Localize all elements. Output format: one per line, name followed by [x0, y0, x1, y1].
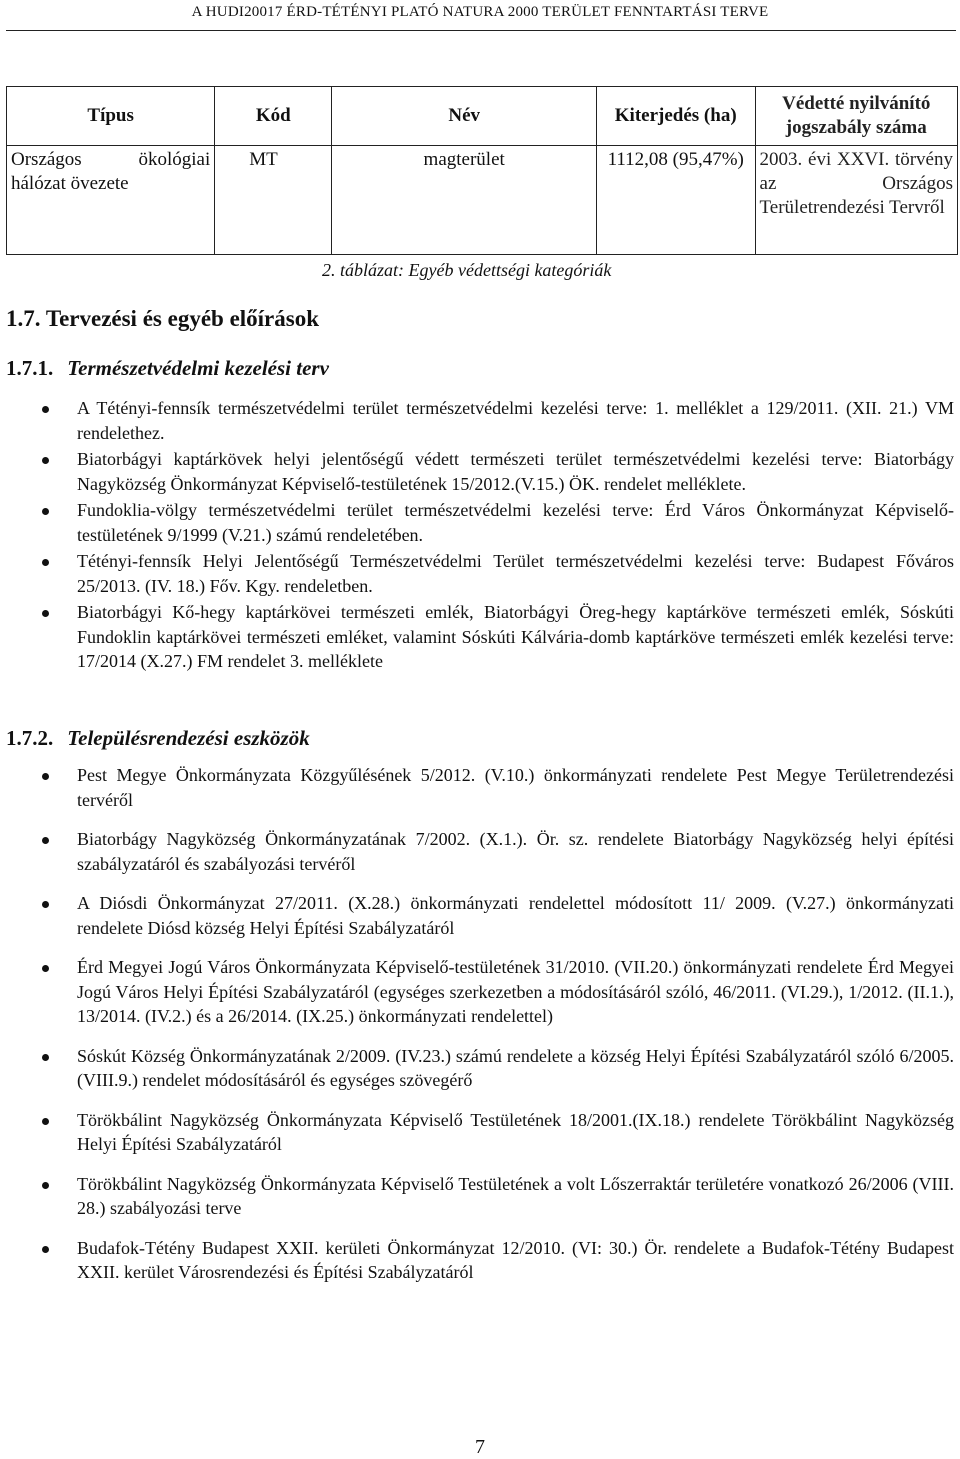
col-header-nev: Név: [332, 87, 597, 146]
section-heading: 1.7. Tervezési és egyéb előírások: [6, 306, 320, 331]
bullet-icon: [42, 1246, 49, 1253]
col-header-tipus: Típus: [7, 87, 215, 146]
list-item: [6, 498, 954, 547]
header-rule: [6, 30, 956, 31]
list-item: [6, 955, 954, 1029]
bullet-icon: [42, 773, 49, 780]
list-item-text: Biatorbágyi kaptárkövek helyi jelentőségű védett természeti terület természetvédelmi kezelési terve: Biatorbágy Nagyközség Önkormányzat Képviselő-testületének 15/2012.(V.15.) ÖK. rendelet melléklete.: [77, 449, 954, 494]
list-item-text: Fundoklia-völgy természetvédelmi terület természetvédelmi kezelési terve: Érd Város Önkormányzat Képviselő-testületének 9/1999 (V.21.) számú rendeletében.: [77, 500, 954, 545]
management-plan-list: [6, 396, 954, 676]
list-item-text: A Tétényi-fennsík természetvédelmi terület természetvédelmi kezelési terve: 1. melléklet a 129/2011. (XII. 21.) VM rendelethez.: [77, 398, 954, 443]
running-header: A HUDI20017 ÉRD-TÉTÉNYI PLATÓ NATURA 2000 TERÜLET FENNTARTÁSI TERVE: [191, 4, 769, 20]
list-item: [6, 549, 954, 598]
list-item-text: Érd Megyei Jogú Város Önkormányzata Képviselő-testületének 31/2010. (VII.20.) önkormányzati rendelete Érd Megyei Jogú Város Helyi Építési Szabályzatáról (egységes szerkezetben a módosításáról szóló, 46/2011. (VI.29.), 1/2012. (II.1.), 13/2014. (IV.2.) és a 26/2014. (IX.25.) önkormányzati rendelettel): [77, 957, 954, 1026]
list-item: [6, 1108, 954, 1157]
subsection-number: 1.7.1.: [6, 356, 54, 380]
list-item: [6, 827, 954, 876]
table-row: [7, 146, 958, 255]
protection-table: [6, 86, 958, 255]
cell-kod: MT: [215, 146, 332, 255]
list-item: [6, 763, 954, 812]
table-caption: 2. táblázat: Egyéb védettségi kategóriák: [322, 260, 612, 280]
list-item-text: Törökbálint Nagyközség Önkormányzata Képviselő Testületének a volt Lőszerraktár területére vonatkozó 26/2006 (VIII. 28.) szabályozási terve: [77, 1173, 954, 1218]
bullet-icon: [42, 406, 49, 413]
bullet-icon: [42, 1182, 49, 1189]
bullet-icon: [42, 559, 49, 566]
table-header-row: [7, 87, 958, 146]
page-number: 7: [475, 1436, 485, 1458]
list-item: [6, 600, 954, 674]
cell-nev: magterület: [332, 146, 597, 255]
col-header-kod: Kód: [215, 87, 332, 146]
bullet-icon: [42, 837, 49, 844]
list-item-text: Tétényi-fennsík Helyi Jelentőségű Természetvédelmi Terület természetvédelmi kezelési terve: Budapest Főváros 25/2013. (IV. 18.) Főv. Kgy. rendeletben.: [77, 551, 954, 596]
bullet-icon: [42, 901, 49, 908]
cell-jogszabaly: 2003. évi XXVI. törvény az Országos Területrendezési Tervről: [755, 146, 957, 255]
planning-instruments-list: [6, 763, 954, 1300]
list-item: [6, 1172, 954, 1221]
subsection-heading-2: [6, 726, 310, 751]
list-item-text: Biatorbágy Nagyközség Önkormányzatának 7/2002. (X.1.). Ör. sz. rendelete Biatorbágy Nagyközség helyi építési szabályzatáról és szabályozási tervéről: [77, 829, 954, 874]
list-item: [6, 1236, 954, 1285]
col-header-kiterjedes: Kiterjedés (ha): [596, 87, 755, 146]
subsection-title: Természetvédelmi kezelési terv: [67, 356, 329, 380]
list-item: [6, 447, 954, 496]
list-item-text: Sóskút Község Önkormányzatának 2/2009. (IV.23.) számú rendelete a község Helyi Építési Szabályzatáról szóló 6/2005.(VIII.9.) rendelet módosításáról és egységes szövegérő: [77, 1045, 954, 1090]
list-item-text: Törökbálint Nagyközség Önkormányzata Képviselő Testületének 18/2001.(IX.18.) rendelete Törökbálint Nagyközség Helyi Építési Szabályzatáról: [77, 1109, 954, 1154]
bullet-icon: [42, 965, 49, 972]
cell-kiterjedes: 1112,08 (95,47%): [596, 146, 755, 255]
list-item-text: Biatorbágyi Kő-hegy kaptárkövei természeti emlék, Biatorbágyi Öreg-hegy kaptárköve természeti emlék, Sóskúti Fundoklin kaptárkövei természeti emléket, valamint Sóskúti Kálvária-domb kaptárköve természeti emlék kezelési terve: 17/2014 (X.27.) FM rendelet 3. melléklete: [77, 602, 954, 671]
bullet-icon: [42, 1054, 49, 1061]
bullet-icon: [42, 1118, 49, 1125]
bullet-icon: [42, 610, 49, 617]
list-item: [6, 891, 954, 940]
list-item: [6, 1044, 954, 1093]
subsection-number: 1.7.2.: [6, 726, 54, 750]
list-item: [6, 396, 954, 445]
col-header-jogszabaly: Védetté nyilvánító jogszabály száma: [755, 87, 957, 146]
bullet-icon: [42, 457, 49, 464]
list-item-text: Pest Megye Önkormányzata Közgyűlésének 5/2012. (V.10.) önkormányzati rendelete Pest Megye Területrendezési tervéről: [77, 765, 954, 810]
list-item-text: A Diósdi Önkormányzat 27/2011. (X.28.) önkormányzati rendelettel módosított 11/ 2009. (V.27.) önkormányzati rendelete Diósd község Helyi Építési Szabályzatáról: [77, 893, 954, 938]
cell-tipus: Országos ökológiai hálózat övezete: [7, 146, 215, 255]
bullet-icon: [42, 508, 49, 515]
subsection-title: Településrendezési eszközök: [67, 726, 310, 750]
subsection-heading-1: [6, 356, 329, 381]
list-item-text: Budafok-Tétény Budapest XXII. kerületi Önkormányzat 12/2010. (VI: 30.) Ör. rendelete a Budafok-Tétény Budapest XXII. kerület Városrendezési és Építési Szabályzatáról: [77, 1237, 954, 1282]
